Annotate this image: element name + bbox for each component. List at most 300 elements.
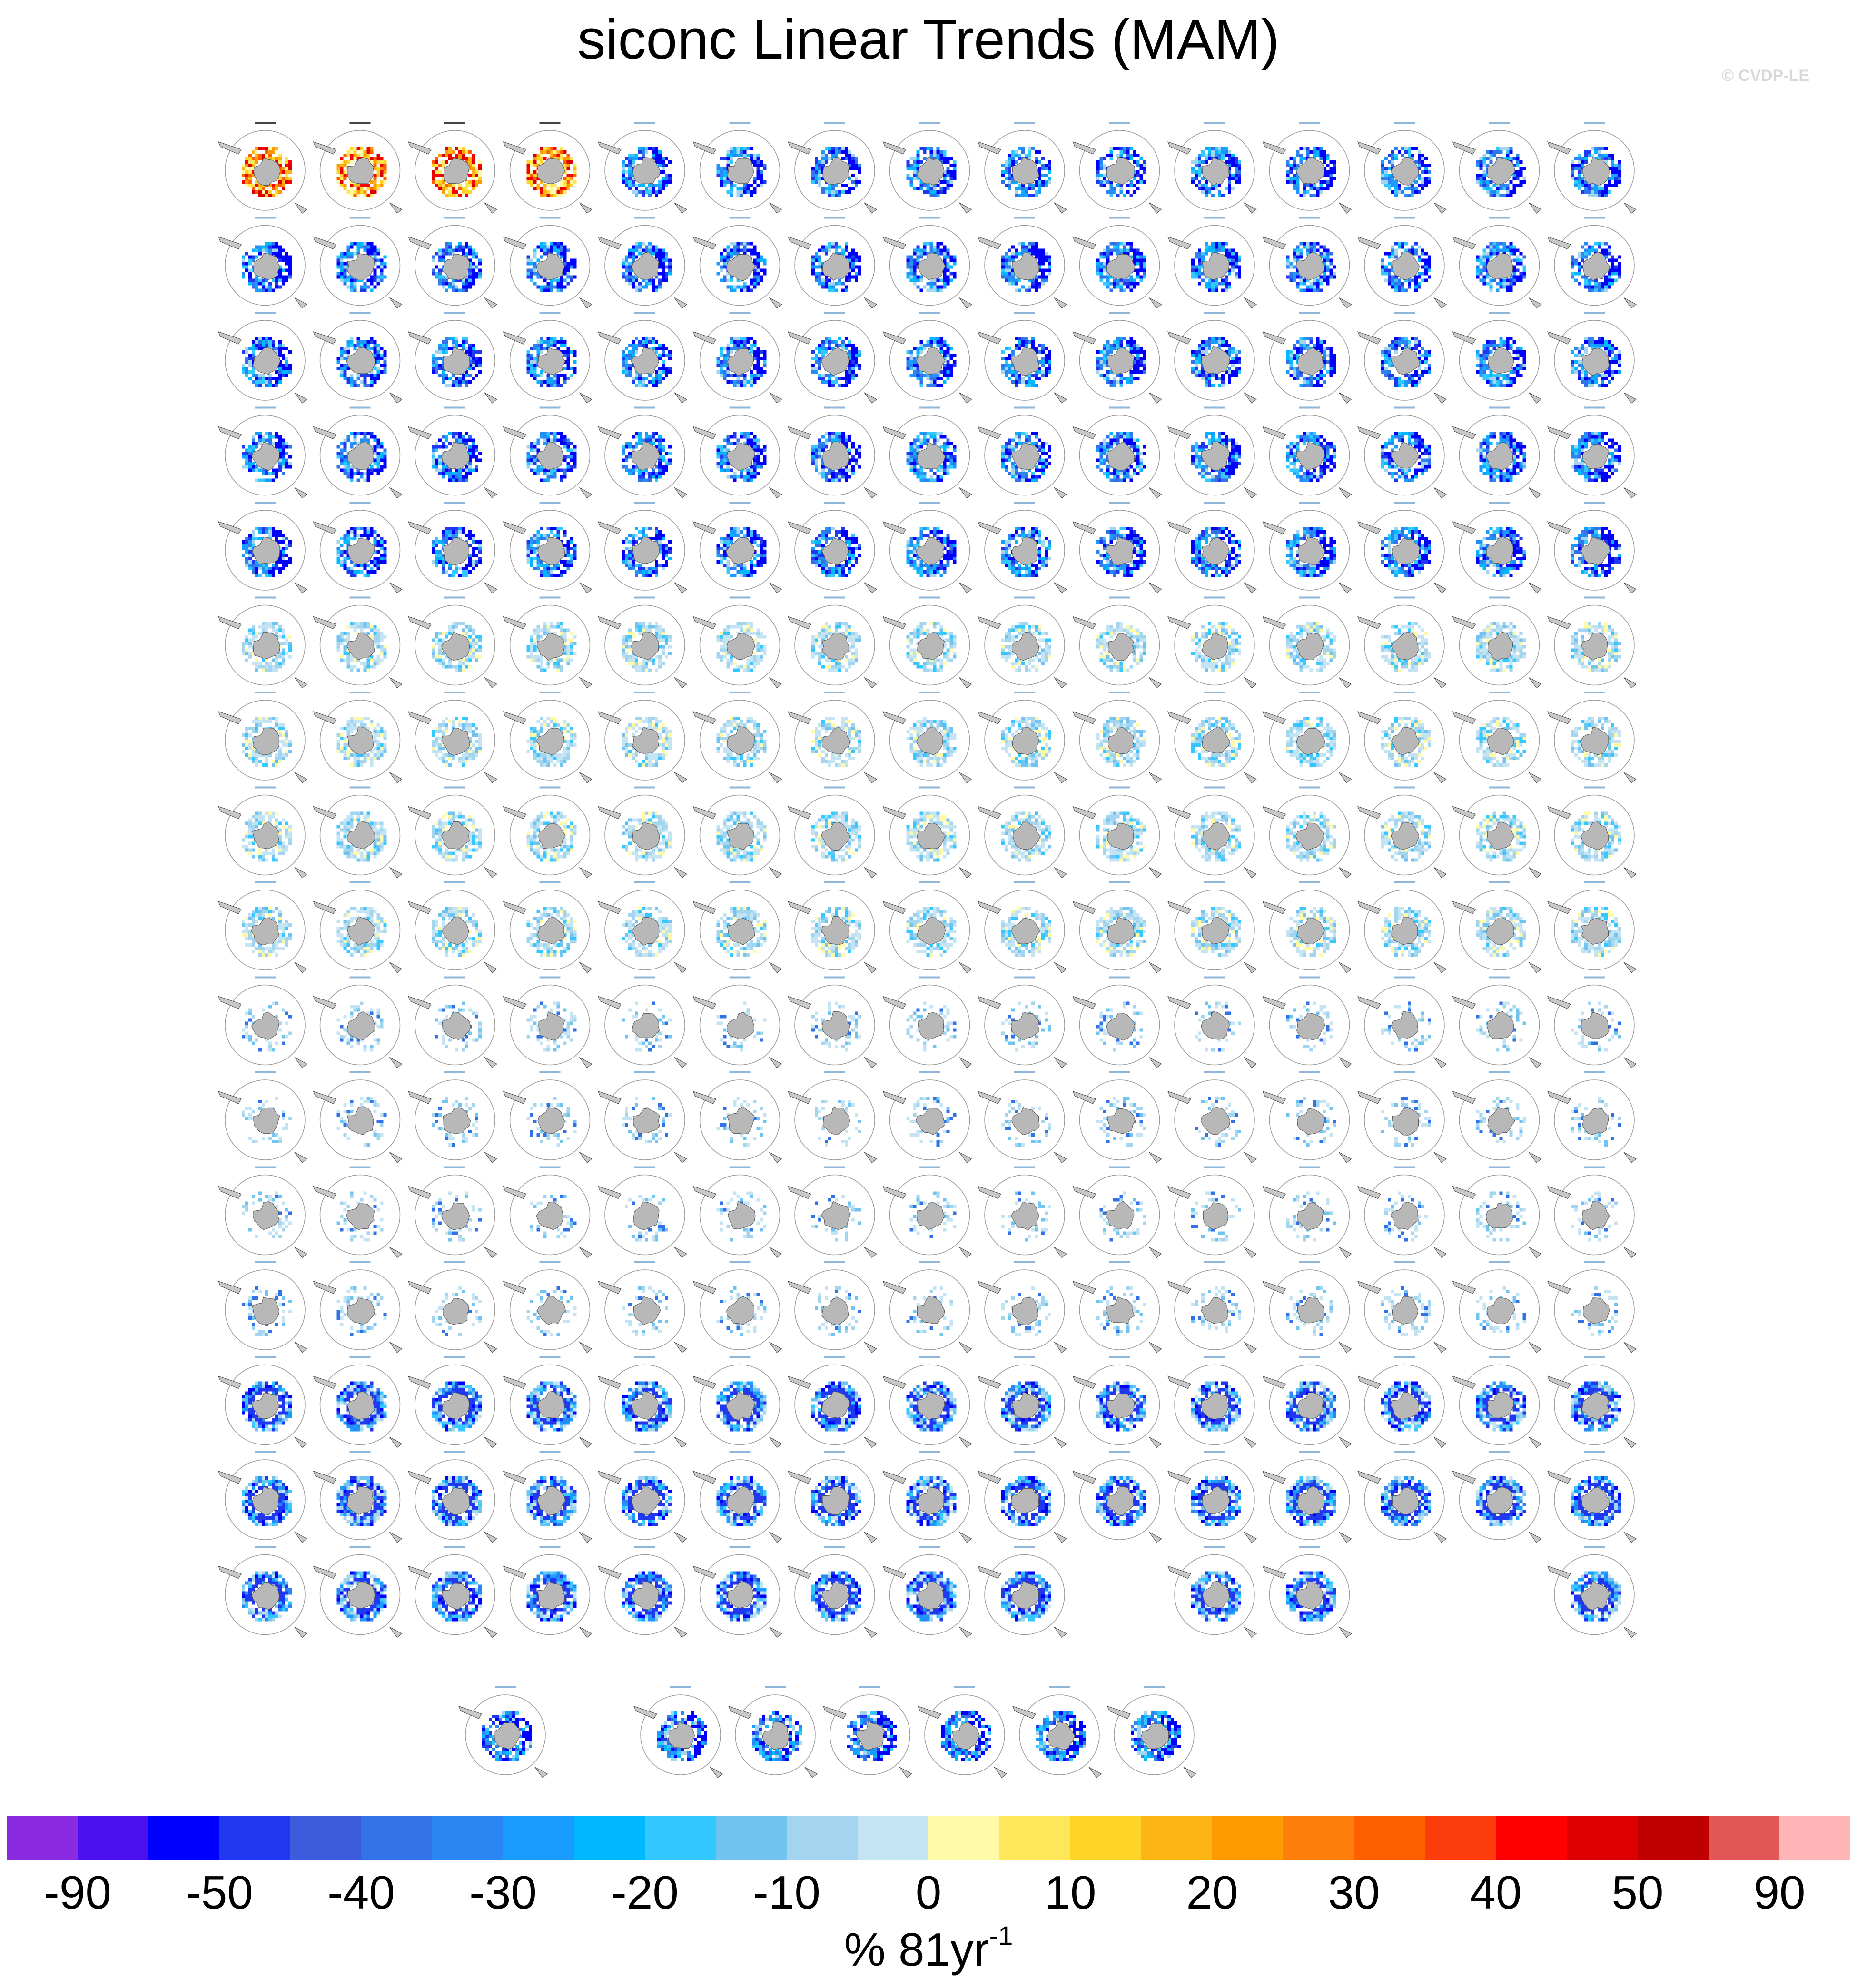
trend-cell bbox=[815, 180, 818, 184]
trend-cell bbox=[1021, 147, 1025, 150]
trend-cell bbox=[1041, 164, 1045, 167]
trend-cell bbox=[533, 164, 537, 167]
trend-cell bbox=[563, 184, 567, 187]
trend-cell bbox=[1008, 160, 1011, 164]
trend-cell bbox=[635, 190, 638, 194]
trend-cell bbox=[848, 190, 851, 194]
trend-cell bbox=[275, 194, 278, 197]
trend-cell bbox=[1045, 167, 1048, 170]
trend-cell bbox=[943, 174, 947, 177]
trend-cell bbox=[642, 194, 645, 197]
trend-cell bbox=[1228, 154, 1231, 157]
trend-cell bbox=[462, 154, 465, 157]
trend-cell bbox=[757, 154, 760, 157]
trend-cell bbox=[747, 184, 750, 187]
trend-cell bbox=[848, 150, 851, 154]
trend-cell bbox=[1143, 180, 1146, 184]
trend-cell bbox=[818, 167, 821, 170]
trend-cell bbox=[763, 180, 767, 184]
trend-cell bbox=[760, 174, 763, 177]
trend-cell bbox=[478, 167, 482, 170]
trend-cell bbox=[743, 184, 747, 187]
trend-cell bbox=[1126, 154, 1130, 157]
trend-cell bbox=[1228, 177, 1231, 180]
trend-cell bbox=[242, 174, 245, 177]
trend-cell bbox=[947, 174, 950, 177]
trend-cell bbox=[665, 180, 668, 184]
trend-cell bbox=[377, 184, 380, 187]
trend-cell bbox=[533, 160, 537, 164]
trend-cell bbox=[662, 187, 665, 190]
trend-cell bbox=[1201, 187, 1205, 190]
trend-cell bbox=[1313, 150, 1316, 154]
trend-cell bbox=[357, 190, 360, 194]
trend-cell bbox=[560, 184, 563, 187]
trend-cell bbox=[458, 150, 462, 154]
trend-cell bbox=[1011, 180, 1015, 184]
trend-cell bbox=[1235, 167, 1238, 170]
trend-cell bbox=[907, 174, 910, 177]
trend-cell bbox=[757, 160, 760, 164]
trend-cell bbox=[275, 147, 278, 150]
polar-map-panel bbox=[1263, 122, 1352, 213]
trend-cell bbox=[1031, 187, 1035, 190]
trend-cell bbox=[272, 157, 275, 160]
trend-cell bbox=[337, 167, 340, 170]
trend-cell bbox=[855, 184, 858, 187]
trend-cell bbox=[540, 194, 543, 197]
trend-cell bbox=[1235, 157, 1238, 160]
trend-cell bbox=[1025, 190, 1028, 194]
trend-cell bbox=[374, 157, 377, 160]
trend-cell bbox=[268, 190, 272, 194]
trend-cell bbox=[648, 194, 652, 197]
trend-cell bbox=[245, 184, 248, 187]
trend-cell bbox=[445, 160, 448, 164]
trend-cell bbox=[917, 160, 920, 164]
trend-cell bbox=[432, 174, 435, 177]
trend-cell bbox=[815, 167, 818, 170]
trend-cell bbox=[1313, 154, 1316, 157]
trend-cell bbox=[947, 170, 950, 174]
trend-cell bbox=[1136, 154, 1140, 157]
trend-cell bbox=[927, 184, 930, 187]
trend-cell bbox=[1008, 170, 1011, 174]
trend-cell bbox=[851, 160, 855, 164]
trend-cell bbox=[573, 164, 577, 167]
trend-cell bbox=[625, 184, 628, 187]
trend-cell bbox=[940, 150, 943, 154]
trend-cell bbox=[1103, 177, 1106, 180]
trend-cell bbox=[662, 160, 665, 164]
trend-cell bbox=[662, 184, 665, 187]
trend-cell bbox=[1038, 190, 1041, 194]
trend-cell bbox=[625, 170, 628, 174]
trend-cell bbox=[360, 187, 364, 190]
trend-cell bbox=[1041, 174, 1045, 177]
trend-cell bbox=[943, 160, 947, 164]
trend-cell bbox=[475, 174, 478, 177]
trend-cell bbox=[288, 170, 292, 174]
trend-cell bbox=[567, 160, 570, 164]
trend-cell bbox=[364, 184, 367, 187]
trend-cell bbox=[367, 194, 370, 197]
trend-cell bbox=[357, 194, 360, 197]
trend-cell bbox=[910, 184, 913, 187]
panel-title-mark bbox=[540, 122, 561, 124]
trend-cell bbox=[478, 164, 482, 167]
trend-cell bbox=[930, 147, 933, 150]
trend-cell bbox=[462, 147, 465, 150]
trend-cell bbox=[1208, 147, 1211, 150]
trend-cell bbox=[1123, 150, 1126, 154]
trend-cell bbox=[374, 180, 377, 184]
trend-cell bbox=[1028, 187, 1031, 190]
trend-cell bbox=[1205, 154, 1208, 157]
trend-cell bbox=[1103, 184, 1106, 187]
trend-cell bbox=[1140, 157, 1143, 160]
trend-cell bbox=[1025, 194, 1028, 197]
trend-cell bbox=[658, 150, 662, 154]
trend-cell bbox=[537, 157, 540, 160]
trend-cell bbox=[245, 164, 248, 167]
trend-cell bbox=[288, 164, 292, 167]
trend-cell bbox=[438, 180, 442, 184]
trend-cell bbox=[547, 194, 550, 197]
trend-cell bbox=[435, 160, 438, 164]
trend-cell bbox=[1008, 184, 1011, 187]
trend-cell bbox=[1130, 147, 1133, 150]
trend-cell bbox=[550, 154, 553, 157]
trend-cell bbox=[278, 154, 282, 157]
trend-cell bbox=[1195, 160, 1198, 164]
trend-cell bbox=[635, 184, 638, 187]
trend-cell bbox=[1198, 180, 1201, 184]
trend-cell bbox=[1001, 170, 1005, 174]
trend-cell bbox=[1306, 154, 1310, 157]
trend-cell bbox=[757, 157, 760, 160]
trend-cell bbox=[380, 174, 384, 177]
trend-cell bbox=[628, 164, 632, 167]
trend-cell bbox=[727, 154, 730, 157]
trend-cell bbox=[828, 190, 831, 194]
trend-cell bbox=[815, 164, 818, 167]
trend-cell bbox=[757, 177, 760, 180]
trend-cell bbox=[1130, 154, 1133, 157]
trend-cell bbox=[750, 154, 753, 157]
trend-cell bbox=[622, 160, 625, 164]
trend-cell bbox=[452, 184, 455, 187]
trend-cell bbox=[821, 164, 825, 167]
trend-cell bbox=[248, 170, 252, 174]
trend-cell bbox=[1191, 160, 1195, 164]
trend-cell bbox=[665, 174, 668, 177]
trend-cell bbox=[354, 154, 357, 157]
trend-cell bbox=[1048, 180, 1051, 184]
trend-cell bbox=[815, 174, 818, 177]
trend-cell bbox=[557, 150, 560, 154]
trend-cell bbox=[831, 187, 835, 190]
trend-cell bbox=[665, 157, 668, 160]
trend-cell bbox=[851, 157, 855, 160]
trend-cell bbox=[730, 154, 733, 157]
trend-cell bbox=[723, 177, 727, 180]
trend-cell bbox=[1116, 184, 1120, 187]
trend-cell bbox=[248, 154, 252, 157]
trend-cell bbox=[472, 167, 475, 170]
trend-cell bbox=[537, 187, 540, 190]
trend-cell bbox=[1035, 150, 1038, 154]
trend-cell bbox=[1235, 177, 1238, 180]
trend-cell bbox=[662, 167, 665, 170]
trend-cell bbox=[248, 180, 252, 184]
trend-cell bbox=[448, 150, 452, 154]
trend-cell bbox=[438, 154, 442, 157]
trend-cell bbox=[760, 180, 763, 184]
trend-cell bbox=[374, 174, 377, 177]
trend-cell bbox=[950, 174, 953, 177]
trend-cell bbox=[255, 157, 258, 160]
new-zealand-outline bbox=[770, 203, 782, 213]
trend-cell bbox=[1218, 190, 1221, 194]
trend-cell bbox=[268, 194, 272, 197]
trend-cell bbox=[923, 150, 927, 154]
trend-cell bbox=[937, 147, 940, 150]
trend-cell bbox=[1011, 160, 1015, 164]
trend-cell bbox=[1201, 190, 1205, 194]
trend-cell bbox=[821, 190, 825, 194]
trend-cell bbox=[668, 180, 672, 184]
trend-cell bbox=[478, 174, 482, 177]
trend-cell bbox=[563, 157, 567, 160]
trend-cell bbox=[947, 184, 950, 187]
trend-cell bbox=[730, 194, 733, 197]
trend-cell bbox=[658, 157, 662, 160]
trend-cell bbox=[533, 170, 537, 174]
trend-cell bbox=[543, 147, 547, 150]
trend-cell bbox=[831, 190, 835, 194]
trend-cell bbox=[943, 180, 947, 184]
trend-cell bbox=[950, 157, 953, 160]
trend-cell bbox=[625, 177, 628, 180]
trend-cell bbox=[567, 154, 570, 157]
trend-cell bbox=[478, 160, 482, 164]
trend-cell bbox=[632, 164, 635, 167]
trend-cell bbox=[265, 190, 268, 194]
trend-cell bbox=[530, 174, 533, 177]
trend-cell bbox=[1028, 150, 1031, 154]
trend-cell bbox=[245, 160, 248, 164]
trend-cell bbox=[1195, 157, 1198, 160]
trend-cell bbox=[278, 190, 282, 194]
trend-cell bbox=[658, 187, 662, 190]
trend-cell bbox=[1221, 154, 1225, 157]
trend-cell bbox=[360, 154, 364, 157]
trend-cell bbox=[638, 184, 642, 187]
trend-cell bbox=[354, 150, 357, 154]
trend-cell bbox=[350, 154, 354, 157]
trend-cell bbox=[930, 187, 933, 190]
trend-cell bbox=[468, 184, 472, 187]
trend-cell bbox=[1031, 147, 1035, 150]
trend-cell bbox=[841, 157, 845, 160]
trend-cell bbox=[462, 187, 465, 190]
trend-cell bbox=[727, 180, 730, 184]
trend-cell bbox=[835, 147, 838, 150]
trend-cell bbox=[1225, 150, 1228, 154]
trend-cell bbox=[838, 190, 841, 194]
trend-cell bbox=[855, 167, 858, 170]
trend-cell bbox=[1136, 164, 1140, 167]
trend-cell bbox=[533, 180, 537, 184]
trend-cell bbox=[1021, 150, 1025, 154]
trend-cell bbox=[1038, 180, 1041, 184]
trend-cell bbox=[452, 194, 455, 197]
trend-cell bbox=[1198, 187, 1201, 190]
trend-cell bbox=[537, 184, 540, 187]
new-zealand-outline bbox=[1244, 203, 1256, 213]
trend-cell bbox=[374, 160, 377, 164]
trend-cell bbox=[248, 177, 252, 180]
trend-cell bbox=[282, 184, 285, 187]
trend-cell bbox=[465, 190, 468, 194]
trend-cell bbox=[1001, 174, 1005, 177]
trend-cell bbox=[1198, 160, 1201, 164]
trend-cell bbox=[825, 190, 828, 194]
new-zealand-outline bbox=[1054, 203, 1067, 213]
polar-map-panel bbox=[218, 122, 307, 213]
trend-cell bbox=[858, 180, 861, 184]
trend-cell bbox=[252, 184, 255, 187]
trend-cell bbox=[557, 190, 560, 194]
trend-cell bbox=[815, 170, 818, 174]
trend-cell bbox=[563, 177, 567, 180]
trend-cell bbox=[533, 187, 537, 190]
trend-cell bbox=[563, 164, 567, 167]
polar-map-panel bbox=[1168, 122, 1256, 213]
trend-cell bbox=[337, 164, 340, 167]
trend-cell bbox=[1228, 160, 1231, 164]
trend-cell bbox=[638, 190, 642, 194]
trend-cell bbox=[265, 194, 268, 197]
trend-cell bbox=[632, 154, 635, 157]
trend-cell bbox=[1001, 164, 1005, 167]
trend-cell bbox=[1015, 190, 1018, 194]
trend-cell bbox=[940, 154, 943, 157]
trend-cell bbox=[753, 180, 757, 184]
trend-cell bbox=[380, 184, 384, 187]
trend-cell bbox=[845, 147, 848, 150]
trend-cell bbox=[567, 164, 570, 167]
trend-cell bbox=[1106, 154, 1110, 157]
trend-cell bbox=[1100, 164, 1103, 167]
trend-cell bbox=[1038, 150, 1041, 154]
trend-cell bbox=[947, 160, 950, 164]
trend-cell bbox=[720, 167, 723, 170]
trend-cell bbox=[940, 187, 943, 190]
trend-cell bbox=[753, 190, 757, 194]
trend-cell bbox=[455, 154, 458, 157]
trend-cell bbox=[930, 154, 933, 157]
trend-cell bbox=[625, 180, 628, 184]
trend-cell bbox=[743, 147, 747, 150]
trend-cell bbox=[432, 170, 435, 174]
trend-cell bbox=[364, 154, 367, 157]
trend-cell bbox=[753, 154, 757, 157]
trend-cell bbox=[1296, 150, 1300, 154]
trend-cell bbox=[567, 174, 570, 177]
trend-cell bbox=[285, 167, 288, 170]
trend-cell bbox=[275, 190, 278, 194]
trend-cell bbox=[472, 170, 475, 174]
trend-cell bbox=[1195, 174, 1198, 177]
trend-cell bbox=[1201, 184, 1205, 187]
trend-cell bbox=[245, 180, 248, 184]
trend-cell bbox=[1211, 187, 1215, 190]
trend-cell bbox=[1228, 180, 1231, 184]
trend-cell bbox=[1015, 154, 1018, 157]
trend-cell bbox=[340, 160, 344, 164]
trend-cell bbox=[533, 174, 537, 177]
trend-cell bbox=[1028, 154, 1031, 157]
trend-cell bbox=[560, 180, 563, 184]
trend-cell bbox=[465, 194, 468, 197]
polar-map-panel bbox=[408, 122, 497, 213]
trend-cell bbox=[1140, 167, 1143, 170]
trend-cell bbox=[377, 174, 380, 177]
trend-cell bbox=[910, 177, 913, 180]
trend-cell bbox=[458, 147, 462, 150]
trend-cell bbox=[265, 147, 268, 150]
trend-cell bbox=[245, 167, 248, 170]
trend-cell bbox=[1005, 170, 1008, 174]
trend-cell bbox=[1231, 187, 1235, 190]
trend-cell bbox=[242, 167, 245, 170]
trend-cell bbox=[930, 150, 933, 154]
trend-cell bbox=[540, 187, 543, 190]
trend-cell bbox=[723, 184, 727, 187]
trend-cell bbox=[1096, 177, 1100, 180]
trend-cell bbox=[258, 157, 262, 160]
trend-cell bbox=[950, 170, 953, 174]
new-zealand-outline bbox=[484, 203, 497, 213]
trend-cell bbox=[821, 187, 825, 190]
trend-cell bbox=[1008, 187, 1011, 190]
trend-cell bbox=[1031, 184, 1035, 187]
trend-cell bbox=[848, 157, 851, 160]
trend-cell bbox=[288, 180, 292, 184]
trend-cell bbox=[278, 177, 282, 180]
trend-cell bbox=[370, 190, 374, 194]
trend-cell bbox=[570, 177, 573, 180]
trend-cell bbox=[527, 167, 530, 170]
trend-cell bbox=[448, 147, 452, 150]
trend-cell bbox=[953, 177, 957, 180]
trend-cell bbox=[632, 184, 635, 187]
trend-cell bbox=[255, 184, 258, 187]
trend-cell bbox=[452, 187, 455, 190]
trend-cell bbox=[910, 164, 913, 167]
trend-cell bbox=[743, 187, 747, 190]
trend-cell bbox=[1198, 170, 1201, 174]
trend-cell bbox=[1225, 187, 1228, 190]
trend-cell bbox=[527, 177, 530, 180]
trend-cell bbox=[1008, 180, 1011, 184]
trend-cell bbox=[658, 154, 662, 157]
trend-cell bbox=[760, 184, 763, 187]
trend-cell bbox=[1316, 150, 1320, 154]
trend-cell bbox=[815, 177, 818, 180]
